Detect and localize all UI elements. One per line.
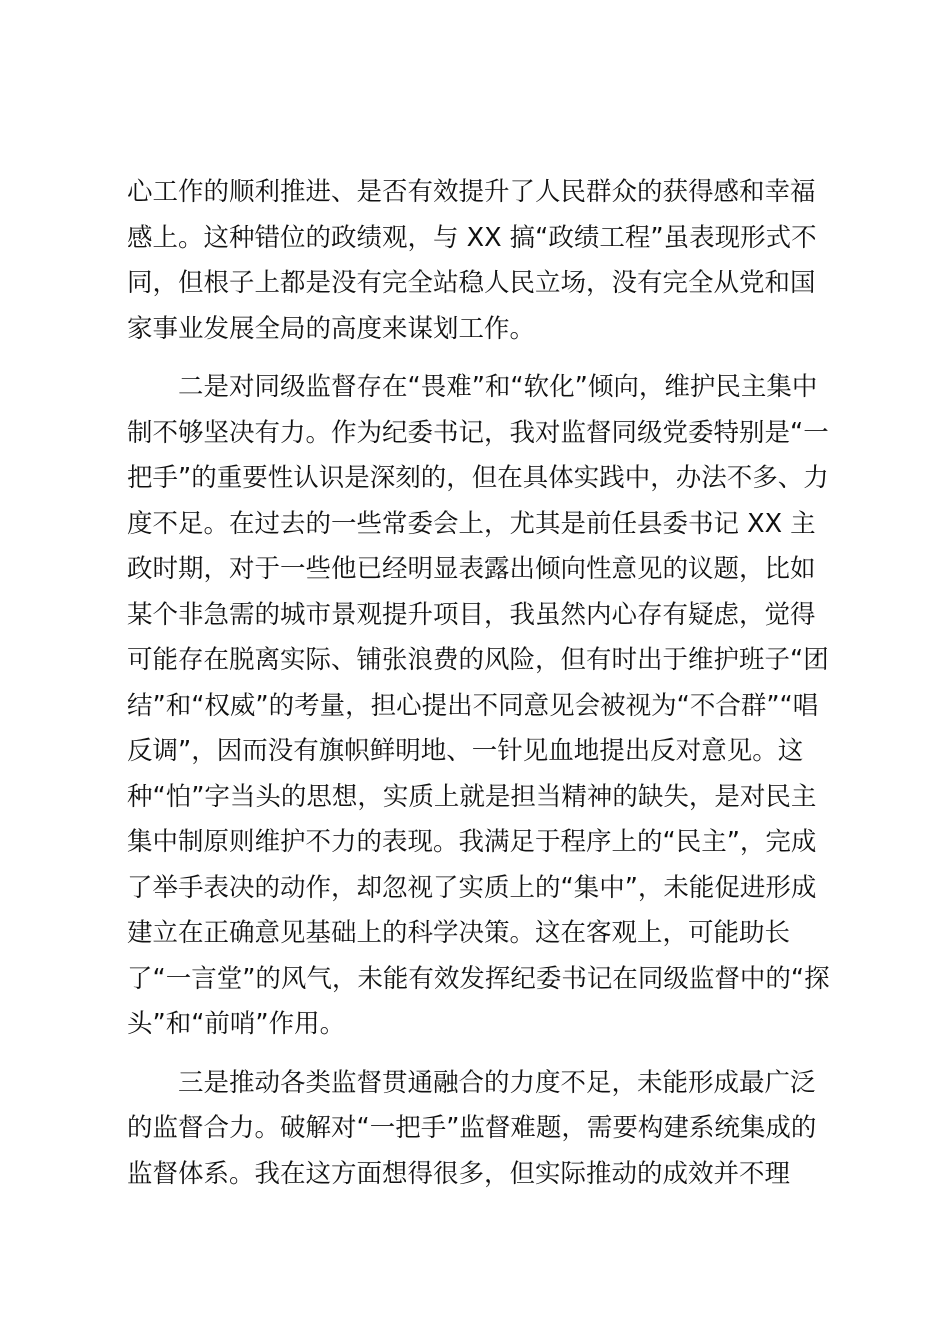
text-line: 政时期，对于一些他已经明显表露出倾向性意见的议题，比如 [127,554,816,584]
text-line: 了“一言堂”的风气，未能有效发挥纪委书记在同级监督中的“探 [127,963,830,994]
paragraph [127,170,837,352]
text-line: 把手”的重要性认识是深刻的，但在具体实践中，办法不多、力 [127,463,829,493]
text-line: 建立在正确意见基础上的科学决策。这在客观上，可能助长 [127,918,791,948]
text-line: 二是对同级监督存在“畏难”和“软化”倾向，维护民主集中 [127,372,818,402]
text-line: 制不够坚决有力。作为纪委书记，我对监督同级党委特别是“一 [127,417,829,448]
text-line: 感上。这种错位的政绩观，与 XX 搞“政绩工程”虽表现形式不 [127,222,817,253]
paragraph-spacer [127,1048,837,1061]
text-line: 心工作的顺利推进、是否有效提升了人民群众的获得感和幸福 [127,177,816,207]
text-line: 监督体系。我在这方面想得很多，但实际推动的成效并不理 [127,1158,791,1189]
text-line: 种“怕”字当头的思想，实质上就是担当精神的缺失，是对民主 [127,781,817,812]
text-line: 度不足。在过去的一些常委会上，尤其是前任县委书记 XX 主 [127,508,816,539]
text-line: 头”和“前哨”作用。 [127,1009,346,1039]
text-line: 家事业发展全局的高度来谋划工作。 [127,313,536,344]
text-line: 可能存在脱离实际、铺张浪费的风险，但有时出于维护班子“团 [127,645,829,675]
paragraph [127,1061,837,1198]
text-line: 反调”，因而没有旗帜鲜明地、一针见血地提出反对意见。这 [127,736,804,766]
paragraph [127,365,837,1048]
text-line: 结”和“权威”的考量，担心提出不同意见会被视为“不合群”“唱 [127,690,819,721]
text-line: 三是推动各类监督贯通融合的力度不足，未能形成最广泛 [127,1067,816,1098]
paragraph-spacer [127,352,837,365]
text-line: 了举手表决的动作，却忽视了实质上的“集中”，未能促进形成 [127,872,817,903]
text-line: 集中制原则维护不力的表现。我满足于程序上的“民主”，完成 [127,827,817,857]
text-line: 某个非急需的城市景观提升项目，我虽然内心存有疑虑，觉得 [127,599,816,630]
document-body [127,170,837,1197]
text-line: 的监督合力。破解对“一把手”监督难题，需要构建系统集成的 [127,1113,817,1143]
text-line: 同，但根子上都是没有完全站稳人民立场，没有完全从党和国 [127,268,816,298]
